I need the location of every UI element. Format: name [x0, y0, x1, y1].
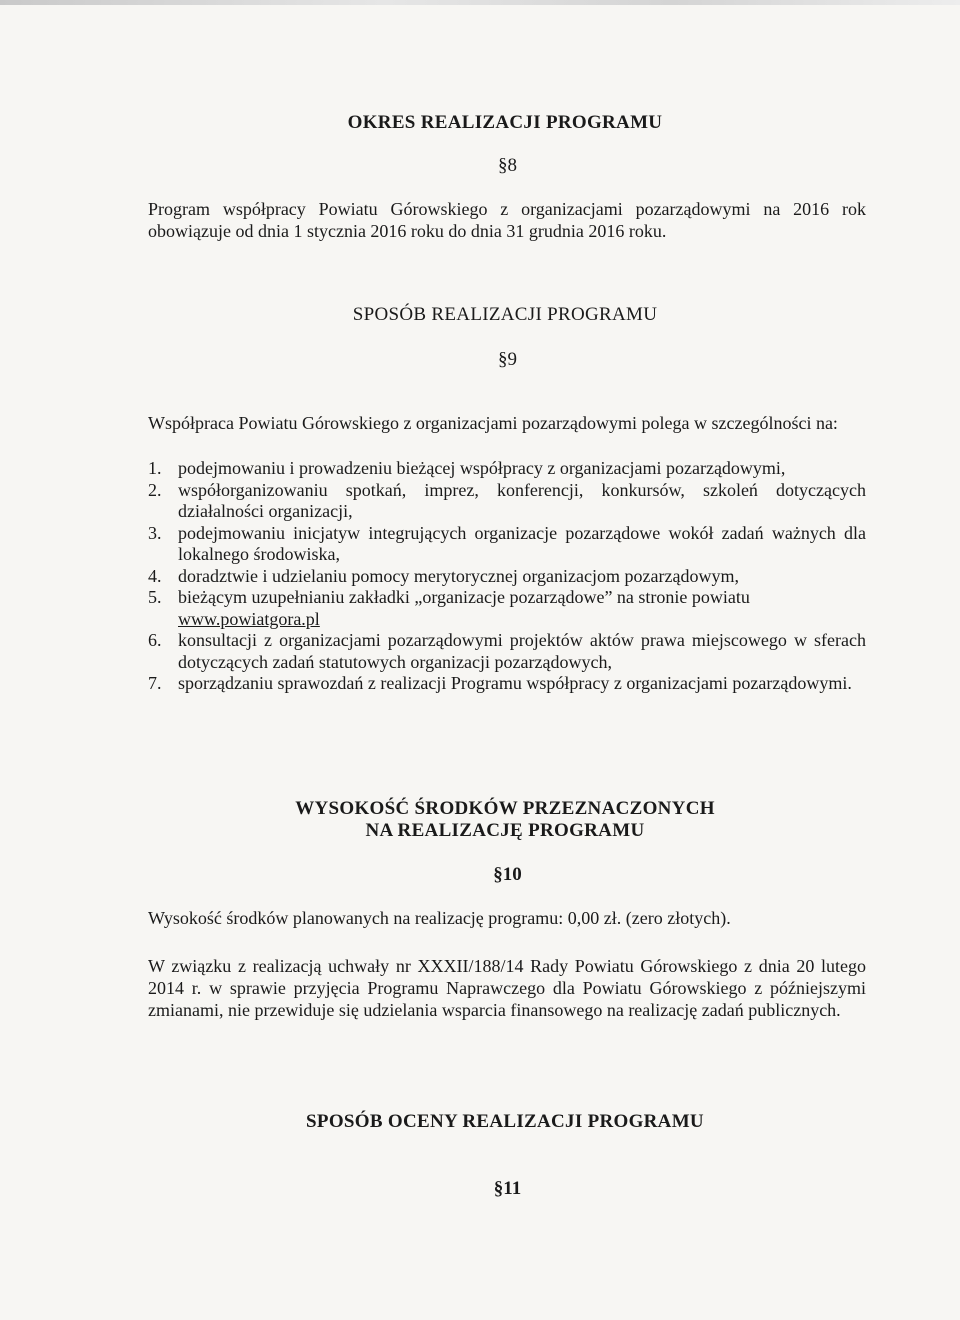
paragraph-mark-9: §9: [498, 349, 517, 370]
list-item: [148, 480, 866, 523]
paragraph-mark-10: §10: [493, 864, 522, 885]
section-10-text-2: W związku z realizacją uchwały nr XXXII/188/14 Rady Powiatu Górowskiego z dnia 20 lutego 2014 r. w sprawie przyjęcia Programu Naprawczego dla Powiatu Górowskiego z późniejszymi zmianami, nie przewiduje się udzielania wsparcia finansowego na realizację zadań publicznych.: [148, 956, 866, 1020]
list-item-text: bieżącym uzupełnianiu zakładki „organizacje pozarządowe” na stronie powiatu: [178, 587, 750, 607]
list-item: [148, 566, 866, 588]
list-item-number: 4.: [148, 565, 162, 586]
section-8-text: Program współpracy Powiatu Górowskiego z organizacjami pozarządowymi na 2016 rok obowiązuje od dnia 1 stycznia 2016 roku do dnia 31 grudnia 2016 roku.: [148, 199, 866, 241]
powiat-website-link[interactable]: www.powiatgora.pl: [178, 608, 320, 629]
section-heading-ocena: SPOSÓB OCENY REALIZACJI PROGRAMU: [306, 1111, 704, 1132]
list-item-number: 6.: [148, 630, 162, 650]
section-heading-wysokosc-2: NA REALIZACJĘ PROGRAMU: [365, 820, 645, 841]
list-item-text: doradztwie i udzielaniu pomocy merytorycznej organizacjom pozarządowym,: [178, 565, 739, 586]
section-9-intro: Współpraca Powiatu Górowskiego z organizacjami pozarządowymi polega w szczególności na:: [148, 413, 838, 433]
section-heading-sposob: SPOSÓB REALIZACJI PROGRAMU: [352, 304, 658, 325]
list-item-text: współorganizowaniu spotkań, imprez, konferencji, konkursów, szkoleń dotyczących działalności organizacji,: [178, 479, 866, 521]
list-item-number: 7.: [148, 673, 162, 693]
list-item: [148, 458, 866, 480]
section-heading-okres: OKRES REALIZACJI PROGRAMU: [347, 112, 663, 133]
list-item: [148, 630, 866, 673]
list-item: [148, 673, 866, 695]
list-item-text: podejmowaniu inicjatyw integrujących organizacje pozarządowe wokół zadań ważnych dla lokalnego środowiska,: [178, 522, 866, 564]
list-item-number: 1.: [148, 458, 162, 478]
list-item: [148, 523, 866, 566]
list-item-number: 5.: [148, 587, 162, 607]
list-item-text: podejmowaniu i prowadzeniu bieżącej współpracy z organizacjami pozarządowymi,: [178, 458, 786, 478]
section-10-text-1: Wysokość środków planowanych na realizację programu: 0,00 zł. (zero złotych).: [148, 908, 731, 928]
paragraph-mark-11: §11: [493, 1178, 522, 1199]
list-item-number: 2.: [148, 479, 162, 500]
section-heading-wysokosc-1: WYSOKOŚĆ ŚRODKÓW PRZEZNACZONYCH: [295, 798, 715, 819]
scan-edge: [0, 0, 960, 5]
list-item-text: konsultacji z organizacjami pozarządowymi projektów aktów prawa miejscowego w sferach dotyczących zadań statutowych organizacji pozarządowych,: [178, 630, 866, 672]
paragraph-mark-8: §8: [498, 155, 517, 176]
list-item: [148, 587, 866, 630]
list-item-number: 3.: [148, 522, 162, 543]
list-item-text: sporządzaniu sprawozdań z realizacji Programu współpracy z organizacjami pozarządowymi.: [178, 673, 852, 693]
cooperation-list: [148, 458, 866, 695]
